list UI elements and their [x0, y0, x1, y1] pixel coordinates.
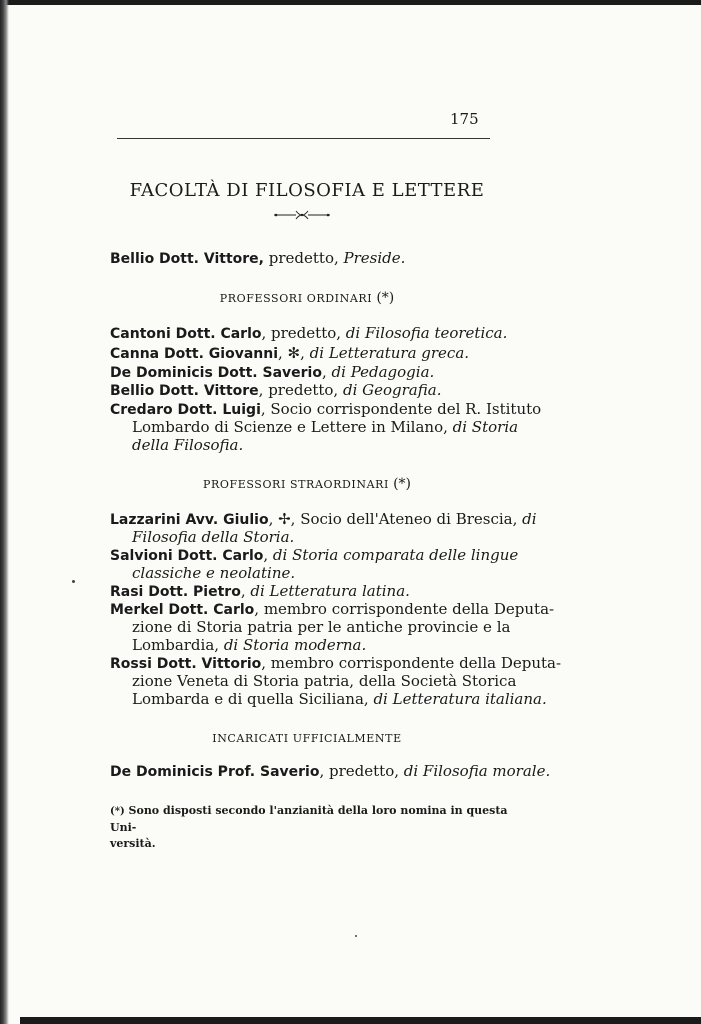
person-name: Rossi Dott. Vittorio: [110, 656, 262, 672]
list-item: Canna Dott. Giovanni, ✻, di Letteratura greca.: [110, 344, 470, 362]
person-name: Cantoni Dott. Carlo: [110, 326, 262, 342]
list-item-continuation: Lombardo di Scienze e Lettere in Milano, di Storia: [132, 418, 519, 436]
list-item: Credaro Dott. Luigi, Socio corrispondente del R. Istituto: [110, 400, 542, 418]
person-name: Lazzarini Avv. Giulio: [110, 512, 269, 528]
section-heading-straordinari: PROFESSORI STRAORDINARI (*): [203, 476, 411, 492]
list-item-continuation: zione di Storia patria per le antiche provincie e la: [132, 618, 511, 636]
person-name: Bellio Dott. Vittore: [110, 251, 259, 267]
header-rule: [117, 138, 490, 139]
entry-description: predetto,: [264, 249, 344, 267]
scan-border-top: [0, 0, 701, 5]
list-item: Merkel Dott. Carlo, membro corrispondente della Deputa-: [110, 600, 555, 618]
footnote-mark: (*): [110, 806, 125, 817]
list-item-continuation: Filosofia della Storia.: [132, 528, 295, 546]
person-name: De Dominicis Prof. Saverio: [110, 764, 320, 780]
person-name: Merkel Dott. Carlo: [110, 602, 255, 618]
list-item-continuation: Lombardia, di Storia moderna.: [132, 636, 367, 654]
person-name: De Dominicis Dott. Saverio: [110, 365, 322, 381]
person-name: Credaro Dott. Luigi: [110, 402, 261, 418]
scan-speck: [355, 935, 357, 937]
scan-border-left: [0, 0, 9, 1024]
list-item: Bellio Dott. Vittore, predetto, di Geografia.: [110, 381, 442, 399]
preside-entry: Bellio Dott. Vittore, predetto, Preside.: [110, 249, 406, 267]
person-name: Rasi Dott. Pietro: [110, 584, 241, 600]
decorative-ornament-icon: [272, 207, 332, 223]
list-item-continuation: della Filosofia.: [132, 436, 244, 454]
scan-speck: [72, 580, 75, 583]
list-item-continuation: classiche e neolatine.: [132, 564, 296, 582]
section-heading-incaricati: INCARICATI UFFICIALMENTE: [212, 732, 402, 745]
list-item: De Dominicis Prof. Saverio, predetto, di Filosofia morale.: [110, 762, 551, 780]
person-name: Salvioni Dott. Carlo: [110, 548, 264, 564]
footnote: (*) Sono disposti secondo l'anzianità della loro nomina in questa Uni- versità.: [110, 804, 508, 850]
list-item: Rossi Dott. Vittorio, membro corrispondente della Deputa-: [110, 654, 562, 672]
list-item: Salvioni Dott. Carlo, di Storia comparata delle lingue: [110, 546, 519, 564]
person-name: Bellio Dott. Vittore: [110, 383, 259, 399]
list-item: Cantoni Dott. Carlo, predetto, di Filosofia teoretica.: [110, 324, 508, 342]
page-number: 175: [450, 110, 479, 128]
scan-border-bottom: [20, 1017, 701, 1024]
list-item-continuation: zione Veneta di Storia patria, della Società Storica: [132, 672, 517, 690]
list-item: Lazzarini Avv. Giulio, ✢, Socio dell'Ateneo di Brescia, di: [110, 510, 537, 528]
page-title: FACOLTÀ DI FILOSOFIA E LETTERE: [129, 180, 485, 201]
person-name: Canna Dott. Giovanni: [110, 346, 279, 362]
section-heading-ordinari: PROFESSORI ORDINARI (*): [219, 290, 395, 306]
list-item: De Dominicis Dott. Saverio, di Pedagogia.: [110, 363, 435, 381]
list-item: Rasi Dott. Pietro, di Letteratura latina.: [110, 582, 410, 600]
entry-role: Preside.: [343, 249, 406, 267]
list-item-continuation: Lombarda e di quella Siciliana, di Letteratura italiana.: [132, 690, 547, 708]
